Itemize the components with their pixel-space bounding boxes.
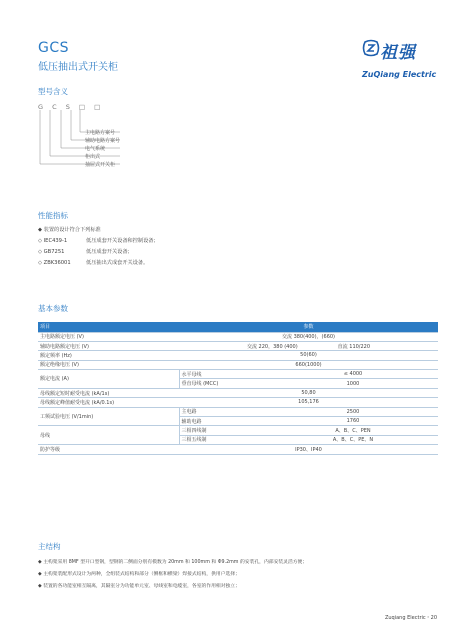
row-sublabel: 三相五线制 xyxy=(179,435,268,444)
standard-desc: 低压抽出式成套开关设备。 xyxy=(86,260,149,266)
col-header-value: 参数 xyxy=(179,322,438,332)
row-sublabel: 主电路 xyxy=(179,407,268,416)
row-sublabel: 三相四线制 xyxy=(179,426,268,435)
row-value: 50(60) xyxy=(179,351,438,360)
row-label: 主电路额定电压 (V) xyxy=(38,332,179,341)
row-value: 1000 xyxy=(268,379,438,388)
model-tree-diagram xyxy=(38,110,238,180)
model-label-3: 电气系统 xyxy=(85,146,106,152)
row-label: 额定频率 (Hz) xyxy=(38,351,179,360)
page-footer: Zuqiang Electric・20 xyxy=(384,615,437,621)
row-value-dc: 直流 110/220 xyxy=(337,343,371,350)
table-row xyxy=(38,351,438,360)
params-heading: 基本参数 xyxy=(38,304,68,313)
standard-desc: 低压成套开关设备； xyxy=(86,249,133,255)
standard-code: ◇ GB7251 xyxy=(38,249,65,255)
structure-line-1: ◆ 主构架采用 8MF 型开口型钢，型钢的二侧面分别有模数为 20mm 和 100mm 和 Φ9.2mm 的安装孔，内部安装灵活方便； xyxy=(38,560,308,565)
row-label: 防护等级 xyxy=(38,445,179,454)
page-subtitle: 低压抽出式开关柜 xyxy=(38,62,118,73)
company-logo xyxy=(362,38,444,86)
row-label: 母线额定峰值耐受电流 (kA/0.1s) xyxy=(38,398,179,407)
params-table xyxy=(38,322,438,455)
table-row xyxy=(38,445,438,454)
performance-intro: ◆ 装置的设计符合下列标准 xyxy=(38,227,101,233)
row-value-ac: 交流 220，380 (400) xyxy=(246,343,298,350)
logo-mark-icon xyxy=(362,39,380,57)
row-label: 母线额定短时耐受电流 (kA/1s) xyxy=(38,388,179,397)
row-label: 工频试验电压 (V/1min) xyxy=(38,407,179,426)
model-label-4: 柜出式 xyxy=(85,154,101,160)
row-value: 1760 xyxy=(268,417,438,426)
row-label: 额定电流 (A) xyxy=(38,370,179,389)
row-value xyxy=(179,341,438,350)
table-row xyxy=(38,398,438,407)
row-value: 50,80 xyxy=(179,388,438,397)
row-value: A、B、C、PE、N xyxy=(268,435,438,444)
standard-row xyxy=(38,248,133,255)
row-value: 660(1000) xyxy=(179,360,438,369)
table-row xyxy=(38,341,438,350)
model-code: G C S □ □ xyxy=(38,103,104,111)
logo-chinese-text: 祖强 xyxy=(380,43,416,63)
table-header-row xyxy=(38,322,438,332)
standard-row xyxy=(38,237,159,244)
row-value: 105,176 xyxy=(179,398,438,407)
row-label: 母线 xyxy=(38,426,179,445)
model-label-1: 主电路方案号 xyxy=(85,130,116,136)
row-value: A、B、C、PEN xyxy=(268,426,438,435)
page-title: GCS xyxy=(38,40,70,56)
row-sublabel: 水平母线 xyxy=(179,370,268,379)
standard-code: ◇ ZBK36001 xyxy=(38,260,71,266)
standard-code: ◇ IEC439-1 xyxy=(38,238,68,244)
model-heading: 型号含义 xyxy=(38,87,68,96)
logo-english-text: ZuQiang Electric xyxy=(362,70,437,79)
performance-heading: 性能指标 xyxy=(38,211,68,220)
structure-line-2: ◆ 主构架装配形式设计为两种，全组装式结构和部分（侧框和横梁）焊接式结构，供用户选择； xyxy=(38,572,240,577)
structure-heading: 主结构 xyxy=(38,542,61,551)
row-value: 2500 xyxy=(268,407,438,416)
table-row xyxy=(38,388,438,397)
table-row xyxy=(38,370,438,379)
row-value: IP30、IP40 xyxy=(179,445,438,454)
col-header-item: 项目 xyxy=(38,322,179,332)
table-row xyxy=(38,332,438,341)
standard-row xyxy=(38,259,148,266)
row-sublabel: 垂直母线 (MCC) xyxy=(179,379,268,388)
model-label-5: 抽屉式开关柜 xyxy=(85,162,116,168)
model-label-2: 辅助电路方案号 xyxy=(85,138,121,144)
row-label: 额定绝缘电压 (V) xyxy=(38,360,179,369)
table-row xyxy=(38,360,438,369)
structure-line-3: ◆ 装置的各功能室相互隔离，其隔室分为功能单元室、母线室和电缆室，各室的作用相对独立； xyxy=(38,584,240,589)
row-sublabel: 辅助电路 xyxy=(179,417,268,426)
table-row xyxy=(38,426,438,435)
row-value: 交流 380(400)，(660) xyxy=(179,332,438,341)
standard-desc: 低压成套开关设备和控制设备； xyxy=(86,238,159,244)
table-row xyxy=(38,407,438,416)
row-label: 辅助电路额定电压 (V) xyxy=(38,341,179,350)
row-value: ≤ 4000 xyxy=(268,370,438,379)
